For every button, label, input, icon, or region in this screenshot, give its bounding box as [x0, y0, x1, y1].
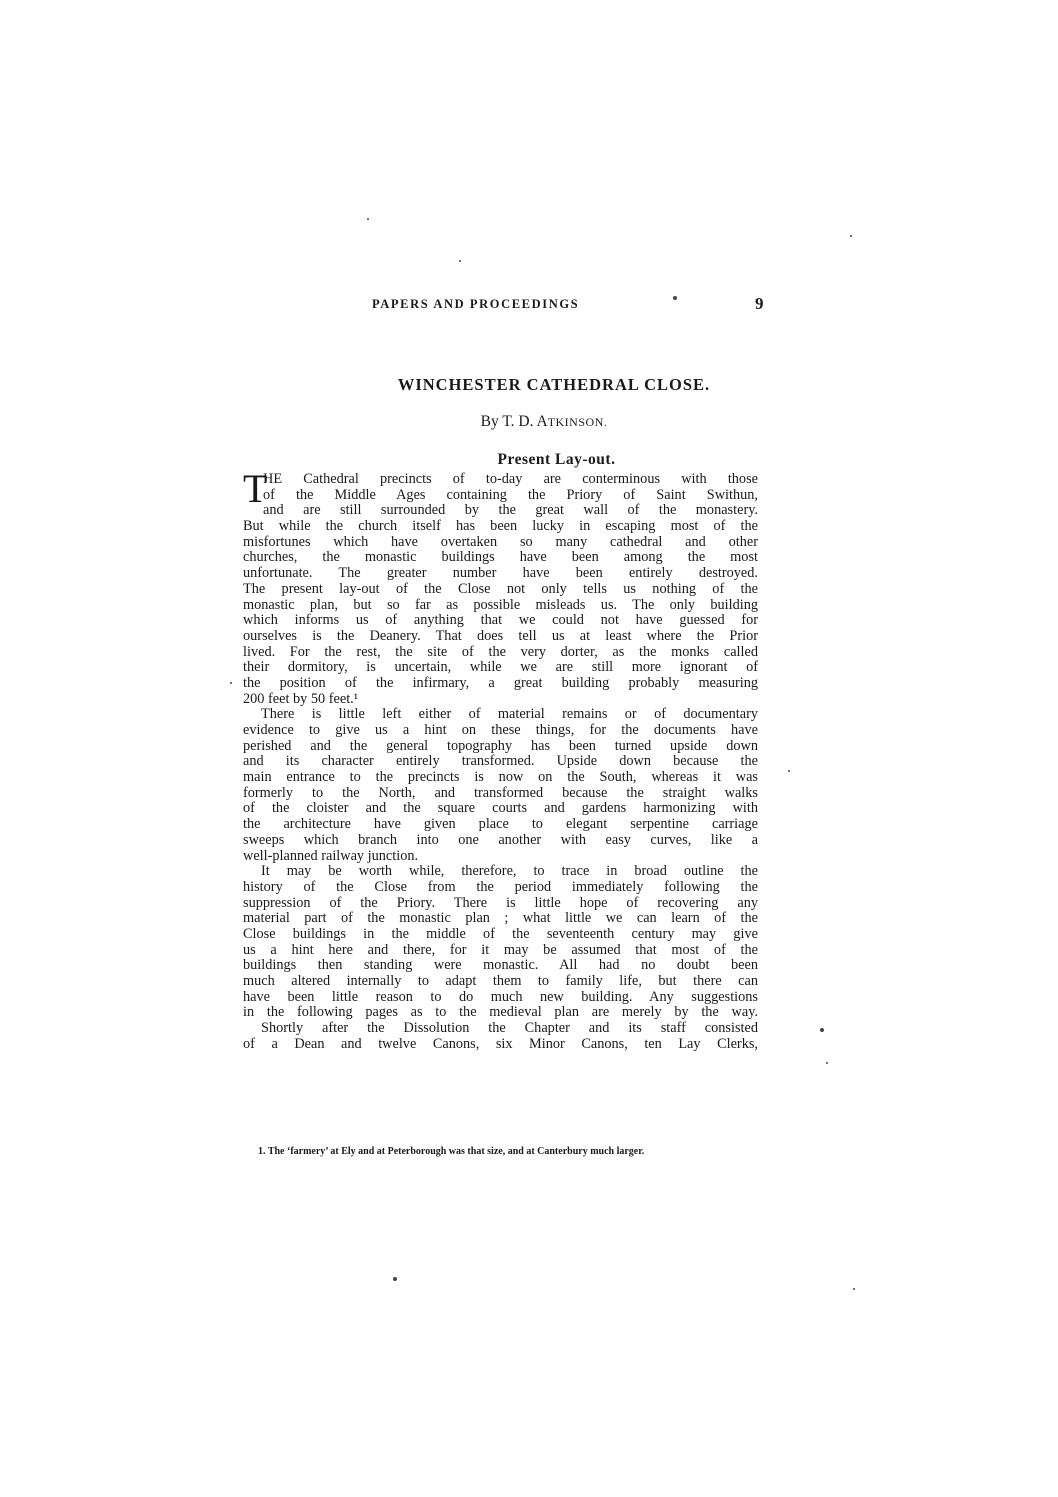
byline-prefix: By T. D.: [480, 413, 537, 430]
text-line: well-planned railway junction.: [243, 847, 419, 864]
text-line: and are still surrounded by the great wall of the monastery.: [263, 502, 758, 519]
running-head: PAPERS AND PROCEEDINGS: [372, 297, 580, 311]
text-line: much altered internally to adapt them to family life, but there can: [243, 973, 758, 989]
text-line: HE Cathedral precincts of to-day are conterminous with those: [263, 471, 758, 487]
text-line: churches, the monastic buildings have been among the most: [243, 549, 758, 566]
text-line: ourselves is the Deanery. That does tell us at least where the Prior: [243, 627, 758, 644]
scan-speck: [853, 1288, 855, 1290]
body-text: [243, 466, 758, 1052]
text-line: of a Dean and twelve Canons, six Minor Canons, ten Lay Clerks,: [243, 1035, 758, 1052]
byline: [0, 413, 1058, 431]
scan-speck: [459, 260, 461, 262]
article-title: WINCHESTER CATHEDRAL CLOSE.: [397, 375, 711, 394]
text-line: The present lay-out of the Close not only tells us nothing of the: [243, 580, 758, 597]
text-line: sweeps which branch into one another with easy curves, like a: [243, 831, 758, 848]
text-line: monastic plan, but so far as possible misleads us. The only building: [243, 596, 758, 613]
scan-speck: [788, 770, 790, 772]
text-line: It may be worth while, therefore, to trace in broad outline the: [261, 863, 758, 880]
footnote: 1. The ‘farmery’ at Ely and at Peterborough was that size, and at Canterbury much larger.: [258, 1146, 645, 1157]
scan-speck: [393, 1277, 397, 1281]
text-line: misfortunes which have overtaken so many cathedral and other: [243, 533, 758, 550]
text-line: us a hint here and there, for it may be assumed that most of the: [243, 941, 758, 958]
text-line: their dormitory, is uncertain, while we are still more ignorant of: [243, 659, 758, 676]
scan-speck: [673, 296, 677, 300]
text-line: perished and the general topography has been turned upside down: [243, 737, 758, 754]
text-line: history of the Close from the period immediately following the: [243, 878, 758, 895]
text-line: material part of the monastic plan ; what little we can learn of the: [243, 910, 758, 927]
text-line: There is little left either of material remains or of documentary: [261, 706, 758, 723]
text-line: lived. For the rest, the site of the very dorter, as the monks called: [243, 643, 758, 660]
text-line: suppression of the Priory. There is little hope of recovering any: [243, 894, 758, 911]
byline-initial: A: [536, 413, 548, 430]
text-line: of the Middle Ages containing the Priory of Saint Swithun,: [263, 486, 758, 503]
section-heading: Present Lay-out.: [497, 451, 616, 468]
scan-speck: [850, 235, 852, 237]
scan-speck: [230, 682, 232, 684]
byline-surname: TKINSON.: [547, 415, 608, 429]
scan-speck: [820, 1028, 824, 1032]
text-line: But while the church itself has been lucky in escaping most of the: [243, 518, 758, 535]
text-line: evidence to give us a hint on these things, for the documents have: [243, 722, 758, 738]
text-line: unfortunate. The greater number have been entirely destroyed.: [243, 565, 758, 582]
text-line: the architecture have given place to elegant serpentine carriage: [243, 816, 758, 833]
scan-speck: [367, 218, 369, 220]
text-line: 200 feet by 50 feet.¹: [243, 690, 359, 707]
text-line: Close buildings in the middle of the seventeenth century may give: [243, 925, 758, 942]
page-number: 9: [755, 294, 764, 313]
text-line: Shortly after the Dissolution the Chapter and its staff consisted: [261, 1020, 758, 1037]
text-line: which informs us of anything that we could not have guessed for: [243, 612, 758, 629]
text-line: in the following pages as to the medieval plan are merely by the way.: [243, 1004, 758, 1021]
text-line: have been little reason to do much new building. Any suggestions: [243, 988, 758, 1005]
scan-speck: [826, 1062, 828, 1064]
text-line: the position of the infirmary, a great building probably measuring: [243, 674, 758, 691]
text-line: and its character entirely transformed. Upside down because the: [243, 753, 758, 770]
text-line: of the cloister and the square courts and gardens harmonizing with: [243, 800, 758, 817]
text-line: main entrance to the precincts is now on the South, whereas it was: [243, 769, 758, 786]
drop-cap: T: [243, 466, 268, 511]
text-line: formerly to the North, and transformed because the straight walks: [243, 784, 758, 801]
text-line: buildings then standing were monastic. All had no doubt been: [243, 957, 758, 974]
